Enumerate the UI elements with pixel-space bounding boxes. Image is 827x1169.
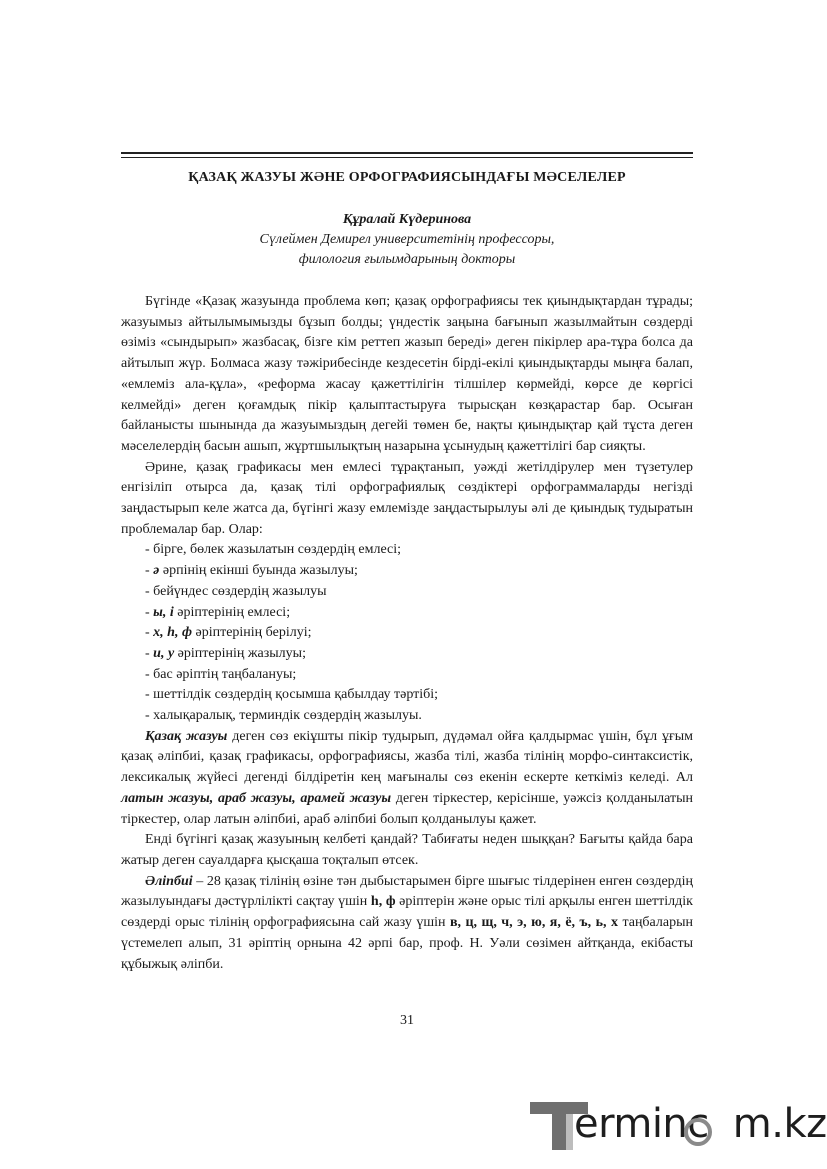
list-item: - бейүндес сөздердің жазылуы xyxy=(145,583,327,599)
header-rule-thin xyxy=(121,157,693,158)
paragraph-5: Əліпбиі – 28 қазақ тілінің өзіне тән дыбыстарымен бірге шығыс тілдерінен енген сөздердің жазылуындағы дәстүрлілікті сақтау үшін һ, ф əріптерін және орыс тілі арқылы енген шеттілдік сөздерді орыс тілінің орфографиясына сай жазу үшін в, ц, щ, ч, э, ю, я, ё, ъ, ь, х таңбаларын үстемелеп алып, 31 əріптің орнына 42 əрпі бар, проф. Н. Уəли сөзімен айтқанда, екібасты құбыжық əліпби. xyxy=(121,873,693,972)
list-item: - бірге, бөлек жазылатын сөздердің емлесі; xyxy=(145,542,402,558)
paragraph-2: Әрине, қазақ графикасы мен емлесі тұрақтанып, уәжді жетілдірулер мен түзетулер енгізіліп отырса да, қазақ тілі орфографиялық сөздіктері орфограммаларды негізді заңдастырып келе жатса да, бүгінгі жазу емлемізде заңдастырылуы әлі де қиындық тудыратын проблемалар бар. Олар: xyxy=(121,459,693,537)
termincom-logo xyxy=(530,1096,827,1158)
logo-o-ring xyxy=(684,1118,712,1146)
logo-text: erminc m.kz xyxy=(574,1101,827,1147)
list-item: - и, у әріптерінің жазылуы; xyxy=(145,645,306,661)
list-item: - бас әріптің таңбалануы; xyxy=(145,666,297,682)
list-item: - х, һ, ф әріптерінің берілуі; xyxy=(145,625,312,641)
header-rule-thick xyxy=(121,152,693,154)
paragraph-1: Бүгінде «Қазақ жазуында проблема көп; қазақ орфографиясы тек қиындықтардан тұрады; жазуымыз айтылымымызды бұзып болды; үндестік заңына бағынып жазылмайтын сөздерді өзіміз «сындырып» жазбасақ, бізге кім реттеп жазып береді» деген пікірлер ара-тұра болса да айтылып жүр. Болмаса жазу тәжірибесінде кездесетін бірді-екілі қиындықтарды мыңға балап, «емлеміз ала-құла», «реформа жасау қажеттілігін тілшілер көрмейді, көрсе де көргісі келмейді» деген қоғамдық пікір қалыптастыруға тырысқан көзқарастар бар. Осыған байланысты шынында да жазуымыздың дегейі төмен бе, нақты қиындықтар қай тұста деген мәселелердің басын ашып, жұртшылықтың назарына ұсынудың қажеттілігі бар сияқты. xyxy=(121,294,693,454)
article-title: ҚАЗАҚ ЖАЗУЫ ЖӘНЕ ОРФОГРАФИЯСЫНДАҒЫ МӘСЕЛЕЛЕР xyxy=(188,170,626,185)
list-item: - ы, і әріптерінің емлесі; xyxy=(145,604,291,620)
list-item: - шеттілдік сөздердің қосымша қабылдау тәртібі; xyxy=(145,687,439,703)
list-item: - халықаралық, терминдік сөздердің жазылуы. xyxy=(145,708,422,724)
article-body xyxy=(121,292,693,975)
page-number: 31 xyxy=(400,1013,414,1028)
list-item: - ə әрпінің екінші буында жазылуы; xyxy=(145,563,358,579)
author-name: Құралай Күдеринова xyxy=(342,212,472,227)
author-degree: филология ғылымдарының докторы xyxy=(298,252,516,267)
paragraph-3: Қазақ жазуы деген сөз екіұшты пікір тудырып, дүдəмал ойға қалдырмас үшін, бұл ұғым қазақ əліпбиі, қазақ графикасы, орфографиясы, жазба тілі, жазба тілінің морфо-синтаксистік, лексикалық жүйесі дегенді білдіретін кең мағыналы сөз екенін ескерте кеткіміз келеді. Ал латын жазуы, араб жазуы, арамей жазуы деген тіркестер, керісінше, уәжсіз қолданылатын тіркестер, олар латын əліпбиі, араб əліпбиі болып қолданылуы қажет. xyxy=(121,728,694,827)
author-block xyxy=(121,210,693,270)
paragraph-4: Енді бүгінгі қазақ жазуының келбеті қандай? Табиғаты неден шыққан? Бағыты қайда бара жатыр деген сауалдарға қысқаша тоқталып өтсек. xyxy=(121,832,693,868)
author-affiliation: Сүлеймен Демирел университетінің профессоры, xyxy=(259,232,555,247)
